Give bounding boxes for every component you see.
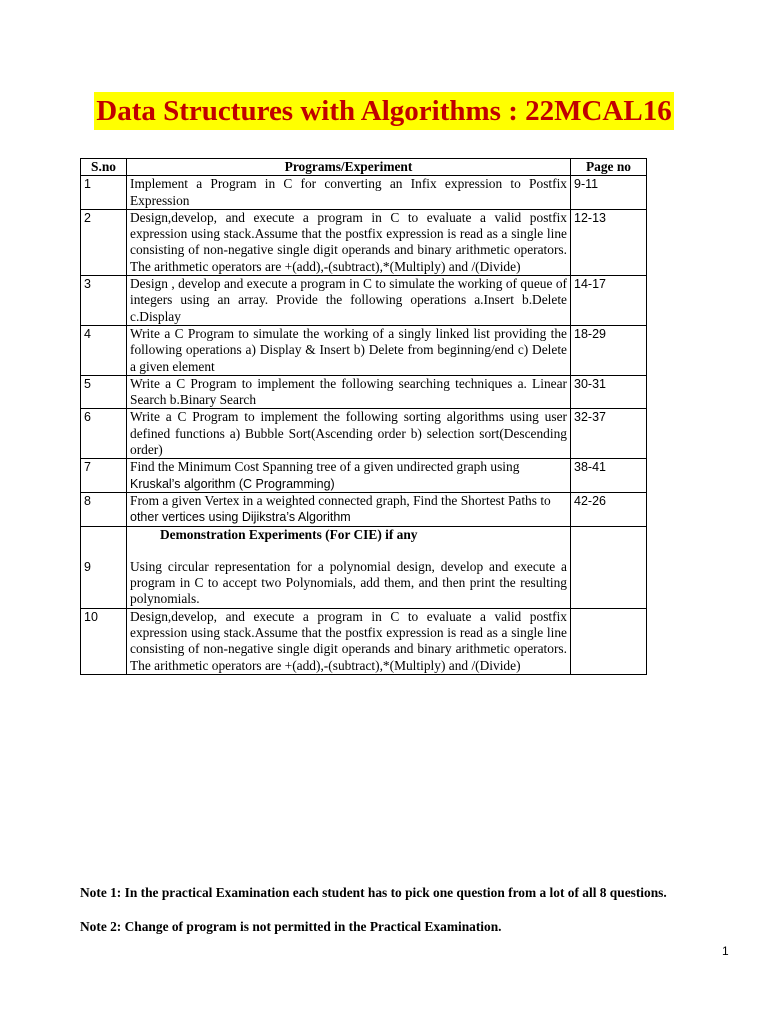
row-program-line2: Kruskal’s algorithm (C Programming) [130,476,335,491]
row-program: Write a C Program to simulate the working of a singly linked list providing the following operations a) Display & Insert b) Delete from beginning/end c) Delete a given element [127,325,571,375]
row-program: Design , develop and execute a program in C to simulate the working of queue of integers using an array. Provide the following operations a.Insert b.Delete c.Display [127,276,571,326]
row-page [571,608,647,674]
row-sno: 10 [81,608,127,674]
note-1: Note 1: In the practical Examination each student has to pick one question from a lot of all 8 questions. [80,885,667,900]
header-sno: S.no [81,159,127,176]
row-page: 14-17 [571,276,647,326]
row-page: 30-31 [571,375,647,409]
row-program [127,526,571,608]
table-row [81,209,647,275]
row-program: Write a C Program to implement the following searching techniques a. Linear Search b.Binary Search [127,375,571,409]
row-page: 18-29 [571,325,647,375]
table-row [81,409,647,459]
row-program [127,492,571,526]
header-program: Programs/Experiment [127,159,571,176]
row-sno: 2 [81,209,127,275]
table-row [81,325,647,375]
row-program: Design,develop, and execute a program in C to evaluate a valid postfix expression using stack.Assume that the postfix expression is read as a single line consisting of non-negative single digit operands and binary arithmetic operators. The arithmetic operators are +(add),-(subtract),*(Multiply) and /(Divide) [127,608,571,674]
table-row [81,459,647,493]
table-row [81,608,647,674]
page-number: 1 [722,944,729,958]
title-wrap [0,92,768,130]
row-program-line1: Find the Minimum Cost Spanning tree of a given undirected graph using [130,459,520,475]
note-2: Note 2: Change of program is not permitted in the Practical Examination. [80,919,502,934]
table-row [81,176,647,210]
row-sno: 4 [81,325,127,375]
row-sno: 6 [81,409,127,459]
row-page: 38-41 [571,459,647,493]
row-program: Design,develop, and execute a program in C to evaluate a valid postfix expression using stack.Assume that the postfix expression is read as a single line consisting of non-negative single digit operands and binary arithmetic operators. The arithmetic operators are +(add),-(subtract),*(Multiply) and /(Divide) [127,209,571,275]
row-page: 32-37 [571,409,647,459]
row-page: 42-26 [571,492,647,526]
row-page [571,526,647,608]
demo-heading: Demonstration Experiments (For CIE) if any [160,526,418,542]
row-program-line1: From a given Vertex in a weighted connected graph, Find the Shortest Paths to [130,492,551,508]
row-sno: 8 [81,492,127,526]
row-page: 12-13 [571,209,647,275]
programs-table [80,158,647,675]
table-row [81,276,647,326]
table-row [81,492,647,526]
row-sno: 1 [81,176,127,210]
row-page: 9-11 [571,176,647,210]
row-sno: 3 [81,276,127,326]
row-program-text: Using circular representation for a polynomial design, develop and execute a program in C to accept two Polynomials, add them, and then print the resulting polynomials. [130,558,567,607]
header-page: Page no [571,159,647,176]
row-program-line2: other vertices using Dijikstra’s Algorithm [130,510,351,525]
row-program: Write a C Program to implement the following sorting algorithms using user defined functions a) Bubble Sort(Ascending order b) selection sort(Descending order) [127,409,571,459]
table-row [81,375,647,409]
table-header-row [81,159,647,176]
row-sno: 9 [81,526,127,608]
table-row [81,526,647,608]
row-program: Implement a Program in C for converting an Infix expression to Postfix Expression [127,176,571,210]
document-title: Data Structures with Algorithms : 22MCAL16 [94,92,673,130]
row-sno: 5 [81,375,127,409]
row-program [127,459,571,493]
row-sno: 7 [81,459,127,493]
